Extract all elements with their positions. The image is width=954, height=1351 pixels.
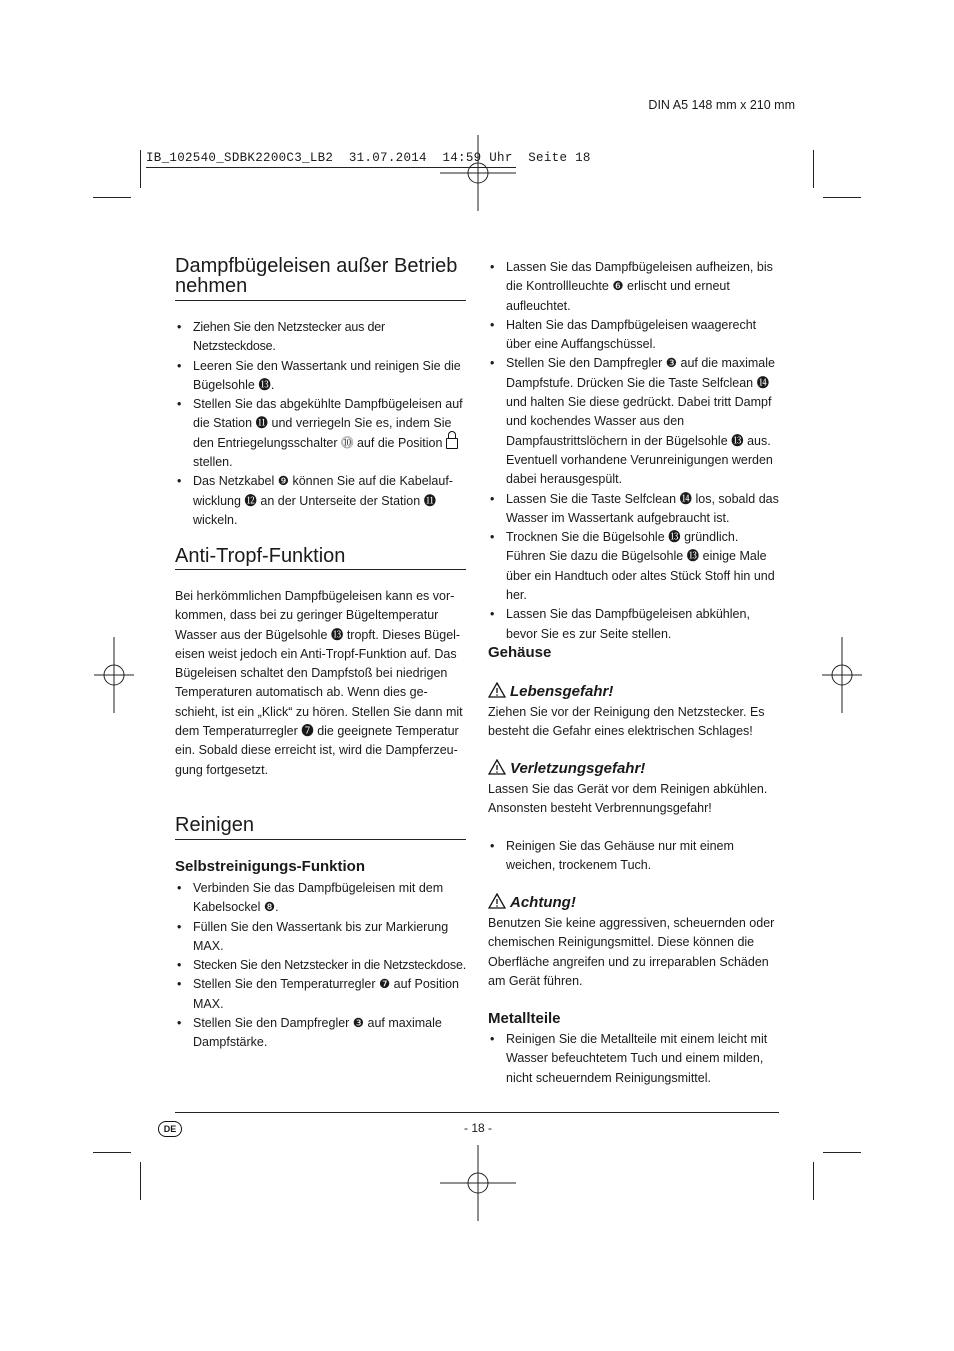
list-item: • Lassen Sie das Dampfbügeleisen aufheizen, bis die Kontrollleuchte ❻ erlischt und erneut aufleuchtet. xyxy=(488,258,780,316)
list-item: • Verbinden Sie das Dampfbügeleisen mit dem Kabelsockel ❽. xyxy=(175,879,466,918)
subtitle-metal-parts: Metallteile xyxy=(488,1010,561,1027)
list-item: • Lassen Sie das Dampfbügeleisen abkühlen, bevor Sie es zur Seite stellen. xyxy=(488,605,780,644)
warning-triangle-icon xyxy=(488,682,506,698)
warning-triangle-icon xyxy=(488,893,506,909)
title-rule xyxy=(175,839,466,840)
list-item: • Stellen Sie das abgekühlte Dampfbügeleisen auf die Station ⓫ und verriegeln Sie es, indem Sie den Entriegelungsschalter ⓾ auf die Position stellen. xyxy=(175,395,466,472)
list-item: • Halten Sie das Dampfbügeleisen waagerecht über eine Auffangschüssel. xyxy=(488,316,780,355)
section-title-out-of-service: Dampfbügeleisen außer Betrieb nehmen xyxy=(175,255,458,297)
warning-injury: Verletzungsgefahr! xyxy=(488,759,645,777)
list-item: • Trocknen Sie die Bügelsohle ⓭ gründlich. Führen Sie dazu die Bügelsohle ⓭ einige Male über ein Handtuch oder altes Stück Stoff hin und her. xyxy=(488,528,780,605)
lock-icon xyxy=(446,438,458,449)
warning-triangle-icon xyxy=(488,759,506,775)
out-of-service-list xyxy=(175,318,466,530)
list-item: • Ziehen Sie den Netzstecker aus der Netzsteckdose. xyxy=(175,318,466,357)
section-title-cleaning: Reinigen xyxy=(175,814,254,836)
subtitle-self-cleaning: Selbstreinigungs-Funktion xyxy=(175,858,365,875)
anti-drip-paragraph: Bei herkömmlichen Dampfbügeleisen kann es vor-kommen, dass bei zu geringer Bügeltemperatur Wasser aus der Bügelsohle ⓭ tropft. Dieses Bügel-eisen weist jedoch ein Anti-Tropf-Funktion auf. Das Bügeleisen schaltet den Dampfstoß bei niedrigen Temperaturen automatisch ab. Wenn dies ge-schieht, ist ein „Klick“ zu hören. Stellen Sie dann mit dem Temperaturregler ❼ die geeignete Temperatur ein. Sobald diese erreicht ist, wird die Dampferzeu-gung fortgesetzt. xyxy=(175,589,463,777)
footer-rule xyxy=(175,1112,779,1113)
list-item: • Reinigen Sie das Gehäuse nur mit einem weichen, trockenem Tuch. xyxy=(488,837,780,876)
registration-mark-left xyxy=(94,637,134,713)
self-cleaning-list-continued xyxy=(488,258,780,644)
list-item: • Reinigen Sie die Metallteile mit einem leicht mit Wasser befeuchtetem Tuch und einem milden, nicht scheuerndem Reinigungsmittel. xyxy=(488,1030,780,1088)
registration-mark-bottom xyxy=(440,1145,516,1221)
language-badge: DE xyxy=(158,1121,182,1137)
housing-list xyxy=(488,837,780,876)
print-header: IB_102540_SDBK2200C3_LB2 31.07.2014 14:59 Uhr Seite 18 xyxy=(146,151,591,165)
list-item: • Füllen Sie den Wassertank bis zur Markierung MAX. xyxy=(175,918,466,957)
list-item: • Leeren Sie den Wassertank und reinigen Sie die Bügelsohle ⓭. xyxy=(175,357,466,396)
warning-text: Ziehen Sie vor der Reinigung den Netzstecker. Es besteht die Gefahr eines elektrischen Schlages! xyxy=(488,705,765,739)
self-cleaning-list xyxy=(175,879,466,1053)
title-rule xyxy=(175,300,466,301)
metal-parts-list xyxy=(488,1030,780,1088)
page-format-label: DIN A5 148 mm x 210 mm xyxy=(648,98,795,112)
list-item: • Das Netzkabel ❾ können Sie auf die Kabelauf-wicklung ⓬ an der Unterseite der Station ⓫ wickeln. xyxy=(175,472,466,530)
warning-text: Benutzen Sie keine aggressiven, scheuernden oder chemischen Reinigungsmittel. Diese können die Oberfläche angreifen und zu irreparablen Schäden am Gerät führen. xyxy=(488,916,775,988)
warning-danger-to-life: Lebensgefahr! xyxy=(488,682,613,700)
subtitle-housing: Gehäuse xyxy=(488,644,552,661)
page-number: - 18 - xyxy=(463,1121,492,1135)
header-underline xyxy=(146,167,516,168)
warning-text: Lassen Sie das Gerät vor dem Reinigen abkühlen. Ansonsten besteht Verbrennungsgefahr! xyxy=(488,782,768,816)
list-item: • Stellen Sie den Dampfregler ❸ auf maximale Dampfstärke. xyxy=(175,1014,466,1053)
list-item: • Stecken Sie den Netzstecker in die Netzsteckdose. xyxy=(175,956,466,975)
right-column xyxy=(488,258,780,1085)
list-item: • Stellen Sie den Dampfregler ❸ auf die maximale Dampfstufe. Drücken Sie die Taste Selfclean ⓮ und halten Sie diese gedrückt. Dabei tritt Dampf und kochendes Wasser aus den Dampfaustrittslöchern in der Bügelsohle ⓭ aus. Eventuell vorhandene Verunreinigungen werden dabei herausgespült. xyxy=(488,354,780,489)
registration-mark-right xyxy=(822,637,862,713)
left-column xyxy=(175,255,466,1050)
registration-mark-top xyxy=(440,135,516,211)
title-rule xyxy=(175,569,466,570)
list-item: • Stellen Sie den Temperaturregler ❼ auf Position MAX. xyxy=(175,975,466,1014)
list-item: • Lassen Sie die Taste Selfclean ⓮ los, sobald das Wasser im Wassertank aufgebraucht ist. xyxy=(488,490,780,529)
section-title-anti-drip: Anti-Tropf-Funktion xyxy=(175,545,346,567)
warning-caution: Achtung! xyxy=(488,893,576,911)
